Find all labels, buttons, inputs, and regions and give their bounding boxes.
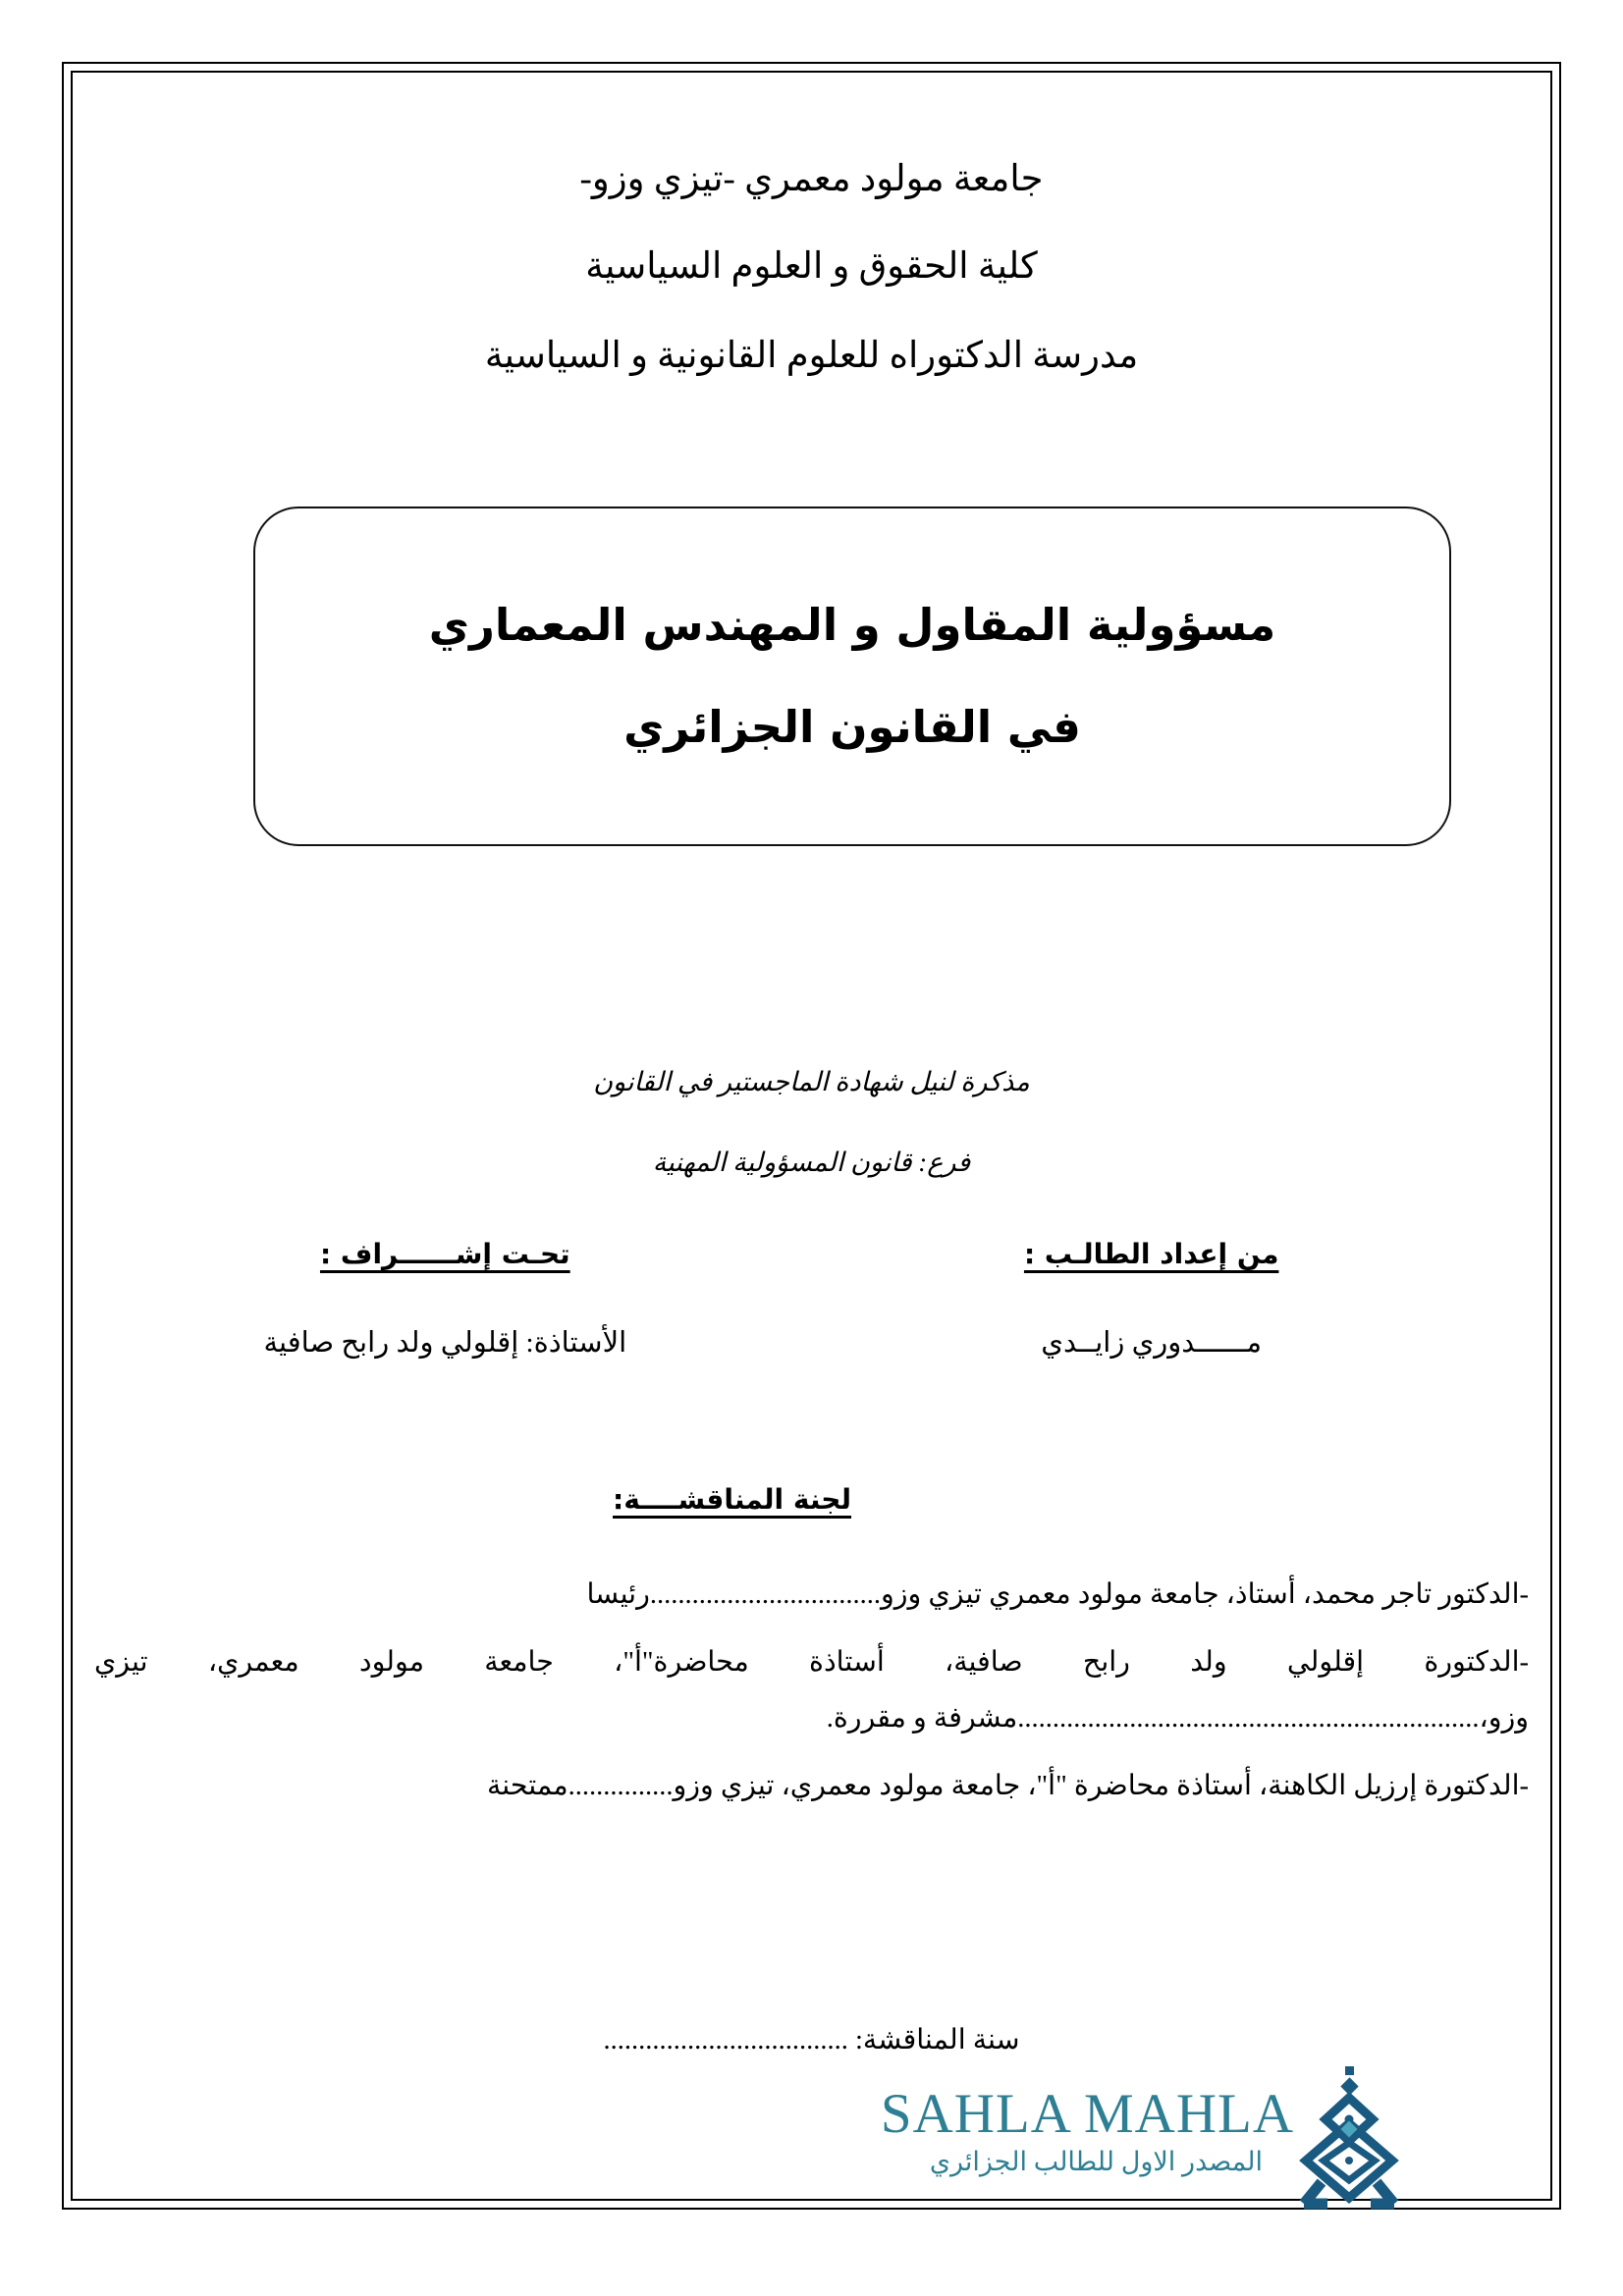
thesis-title-box bbox=[253, 507, 1451, 846]
degree-line-1: مذكرة لنيل شهادة الماجستير في القانون bbox=[593, 1067, 1030, 1096]
author-label: من إعداد الطالـب : bbox=[1023, 1238, 1279, 1270]
author-supervisor-names bbox=[94, 1325, 1529, 1360]
sahla-mahla-watermark bbox=[801, 2058, 1410, 2216]
jury-member-1: -الدكتور تاجر محمد، أستاذ، جامعة مولود معمري تيزي وزو.................................رئيسا bbox=[586, 1579, 1529, 1610]
jury-member-2: -الدكتورة إقلولي ولد رابح صافية، أستاذة محاضرة"أ"، جامعة مولود معمري، تيزي وزو،..................................................................مشرفة و مقررة. bbox=[94, 1647, 1529, 1734]
watermark-brand: SAHLA MAHLA bbox=[880, 2083, 1294, 2145]
supervisor-column-heading bbox=[94, 1238, 769, 1270]
author-supervisor-labels bbox=[94, 1238, 1529, 1270]
author-column-value bbox=[854, 1325, 1529, 1360]
defense-year-line: سنة المناقشة: ................................... bbox=[603, 2025, 1020, 2056]
jury-heading: لجنة المناقشــــة: bbox=[613, 1483, 851, 1516]
jury-member-3: -الدكتورة إرزيل الكاهنة، أستاذة محاضرة "أ"، جامعة مولود معمري، تيزي وزو...............ممتحنة bbox=[486, 1771, 1529, 1801]
author-supervisor-section bbox=[94, 1238, 1529, 1360]
watermark-tagline: المصدر الاول للطالب الجزائري bbox=[929, 2147, 1263, 2176]
author-column-heading bbox=[854, 1238, 1529, 1270]
doctoral-school-name: مدرسة الدكتوراه للعلوم القانونية و السياسية bbox=[484, 335, 1139, 376]
degree-statement bbox=[94, 1066, 1529, 1179]
faculty-name: كلية الحقوق و العلوم السياسية bbox=[585, 245, 1038, 287]
university-name: جامعة مولود معمري -تيزي وزو- bbox=[579, 159, 1044, 199]
jury-members-list bbox=[94, 1567, 1529, 1814]
author-name: مــــــدوري زايــدي bbox=[1041, 1327, 1263, 1359]
berber-diamond-logo-icon bbox=[1282, 2058, 1420, 2216]
thesis-title-line-2: في القانون الجزائري bbox=[623, 701, 1081, 753]
supervisor-column-value bbox=[94, 1325, 769, 1360]
page-content bbox=[94, 94, 1529, 2198]
thesis-title-line-1: مسؤولية المقاول و المهندس المعماري bbox=[428, 599, 1276, 652]
jury-section bbox=[94, 1483, 1529, 1826]
degree-line-2: فرع: قانون المسؤولية المهنية bbox=[652, 1148, 971, 1178]
supervisor-label: تحـت إشــــــراف : bbox=[319, 1238, 570, 1270]
institution-header bbox=[94, 94, 1529, 376]
supervisor-name: الأستاذة: إقلولي ولد رابح صافية bbox=[263, 1327, 627, 1359]
